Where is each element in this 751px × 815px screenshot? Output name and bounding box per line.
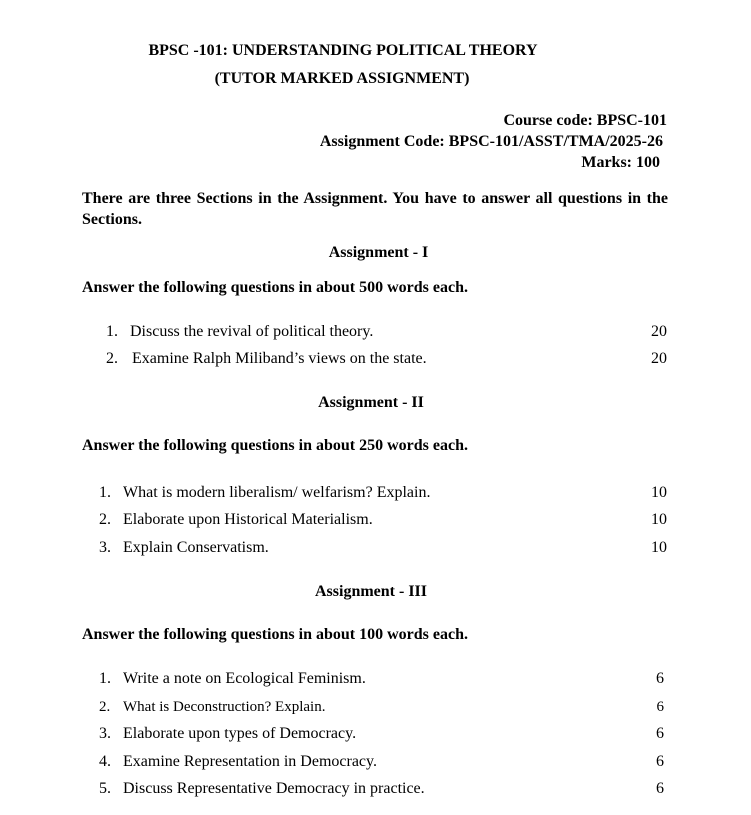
section-heading-2: Assignment - II — [318, 394, 424, 411]
section-instruction-1: Answer the following questions in about 500 words each. — [82, 279, 468, 296]
section-heading-3: Assignment - III — [314, 583, 427, 600]
question-text: Write a note on Ecological Feminism. — [123, 670, 366, 687]
course-code: Course code: BPSC-101 — [503, 112, 667, 129]
question-number: 2. — [99, 511, 111, 528]
question-number: 1. — [99, 484, 111, 501]
question-row — [99, 538, 667, 558]
question-row — [99, 779, 664, 799]
question-marks: 10 — [651, 511, 667, 528]
question-row — [99, 724, 664, 744]
question-number: 5. — [99, 780, 111, 797]
question-marks: 6 — [656, 753, 664, 770]
question-marks: 10 — [651, 484, 667, 501]
intro-text: There are three Sections in the Assignment. You have to answer all questions in the Sections. — [82, 190, 668, 228]
section-heading-1: Assignment - I — [328, 244, 429, 261]
question-text: Elaborate upon types of Democracy. — [123, 725, 357, 742]
question-number: 1. — [106, 323, 118, 340]
section-instruction-2: Answer the following questions in about 250 words each. — [82, 437, 468, 454]
question-row — [99, 669, 664, 689]
question-text: Explain Conservatism. — [123, 539, 269, 556]
question-marks: 10 — [651, 539, 667, 556]
question-row — [106, 349, 667, 369]
question-number: 4. — [99, 753, 111, 770]
document-title: BPSC -101: UNDERSTANDING POLITICAL THEORY — [148, 42, 538, 59]
question-text: What is modern liberalism/ welfarism? Explain. — [123, 484, 431, 501]
question-text: Discuss Representative Democracy in practice. — [123, 780, 425, 797]
question-marks: 20 — [651, 350, 667, 367]
question-text: Examine Ralph Miliband’s views on the state. — [132, 350, 427, 367]
question-number: 1. — [99, 670, 111, 687]
question-row — [106, 322, 667, 342]
assignment-code: Assignment Code: BPSC-101/ASST/TMA/2025-26 — [319, 133, 663, 150]
question-number: 2. — [99, 699, 111, 715]
total-marks: Marks: 100 — [581, 154, 660, 171]
document-subtitle: (TUTOR MARKED ASSIGNMENT) — [214, 70, 470, 87]
question-marks: 6 — [656, 725, 664, 742]
question-text: Discuss the revival of political theory. — [130, 323, 374, 340]
question-text: Elaborate upon Historical Materialism. — [123, 511, 373, 528]
question-row — [99, 510, 667, 530]
question-number: 3. — [99, 539, 111, 556]
question-number: 3. — [99, 725, 111, 742]
section-instruction-3: Answer the following questions in about 100 words each. — [82, 626, 468, 643]
question-row — [99, 752, 664, 772]
question-text: What is Deconstruction? Explain. — [123, 699, 326, 715]
question-text: Examine Representation in Democracy. — [123, 753, 377, 770]
question-marks: 20 — [651, 323, 667, 340]
question-marks: 6 — [656, 699, 664, 715]
question-row — [99, 697, 664, 717]
question-marks: 6 — [656, 670, 664, 687]
question-row — [99, 483, 667, 503]
question-number: 2. — [106, 350, 118, 367]
question-marks: 6 — [656, 780, 664, 797]
